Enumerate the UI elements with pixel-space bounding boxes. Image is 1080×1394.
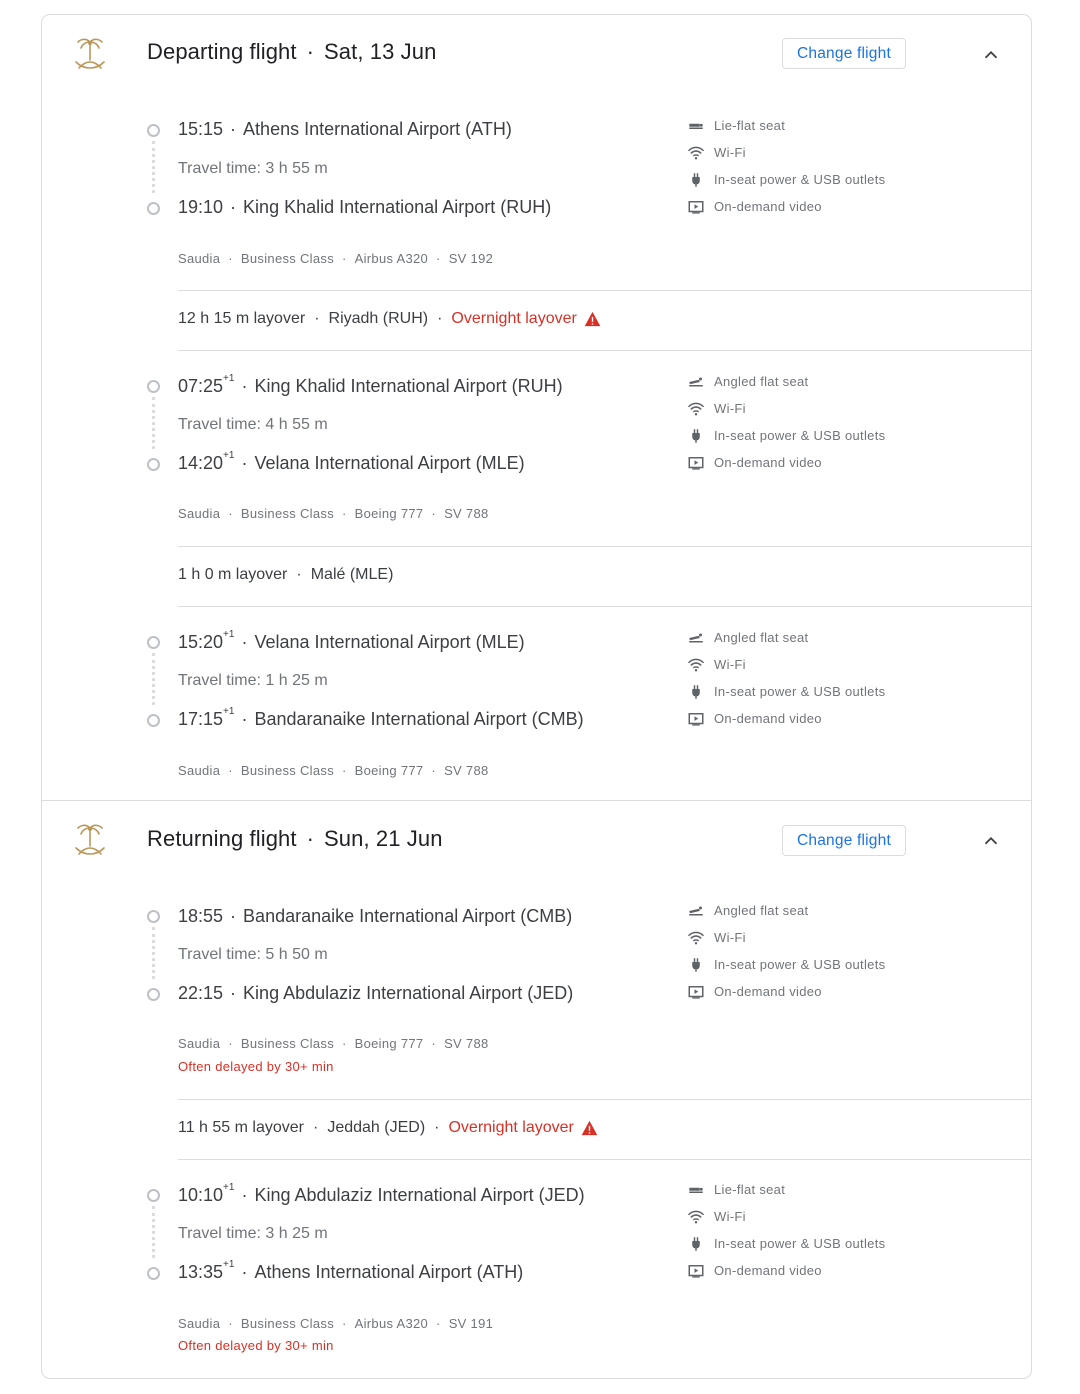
aircraft: Airbus A320: [354, 251, 429, 266]
timeline-dots: [152, 653, 155, 705]
amenity-item: [687, 705, 927, 732]
layover-duration: 12 h 15 m layover: [178, 310, 306, 327]
amenity-label: Lie-flat seat: [714, 1182, 786, 1197]
power-plug-icon: [687, 171, 705, 189]
flight-leg: [42, 622, 1031, 802]
amenity-label: Lie-flat seat: [714, 118, 786, 133]
amenity-item: [687, 678, 927, 705]
delay-warning: Often delayed by 30+ min: [178, 1059, 334, 1074]
delay-warning: Often delayed by 30+ min: [178, 1338, 334, 1353]
arrival-circle-icon: [147, 714, 160, 727]
amenity-label: In-seat power & USB outlets: [714, 684, 886, 699]
power-plug-icon: [687, 427, 705, 445]
arrival-line: 22:15 · King Abdulaziz International Airport (JED): [178, 983, 574, 1003]
lie-flat-seat-icon: [687, 117, 705, 135]
amenities-list: [687, 624, 927, 732]
flight-meta: Saudia · Business Class · Boeing 777 · SV 788: [178, 763, 489, 778]
flight-header-title: Returning flight · Sun, 21 Jun: [147, 826, 443, 851]
power-plug-icon: [687, 1235, 705, 1253]
departure-airport: Bandaranaike International Airport (CMB): [243, 906, 573, 926]
flight-number: SV 192: [448, 251, 494, 266]
lie-flat-seat-icon: [687, 1181, 705, 1199]
amenity-label: In-seat power & USB outlets: [714, 957, 886, 972]
travel-time: Travel time: 1 h 25 m: [178, 672, 328, 689]
departure-circle-icon: [147, 636, 160, 649]
amenities-list: [687, 112, 927, 220]
departure-line: $10:10^{+1}$ · King Abdulaziz International Airport (JED): [178, 1182, 585, 1205]
power-plug-icon: [687, 956, 705, 974]
amenity-item: [687, 1257, 927, 1284]
wifi-icon: [687, 929, 705, 947]
returning-date: Sun, 21 Jun: [324, 826, 443, 851]
departure-time: 18:55: [178, 906, 224, 926]
travel-time: Travel time: 3 h 25 m: [178, 1225, 328, 1242]
layover-city: Malé (MLE): [310, 566, 394, 583]
arrival-time: 17:15: [178, 709, 224, 729]
power-plug-icon: [687, 683, 705, 701]
saudia-logo-icon: [70, 34, 110, 74]
aircraft: Boeing 777: [354, 506, 424, 521]
arrival-circle-icon: [147, 1267, 160, 1280]
amenity-item: [687, 368, 927, 395]
video-icon: [687, 710, 705, 728]
day-offset: +1: [223, 629, 235, 640]
amenity-label: On-demand video: [714, 199, 822, 214]
amenity-label: Wi-Fi: [714, 401, 746, 416]
amenity-item: [687, 951, 927, 978]
cabin-class: Business Class: [240, 506, 334, 521]
departure-airport: King Khalid International Airport (RUH): [254, 376, 563, 396]
travel-time: Travel time: 4 h 55 m: [178, 416, 328, 433]
amenity-item: [687, 139, 927, 166]
airline: Saudia: [178, 1036, 221, 1051]
amenities-list: [687, 368, 927, 476]
departure-circle-icon: [147, 124, 160, 137]
flight-meta: Saudia · Business Class · Boeing 777 · SV 788: [178, 1036, 489, 1051]
day-offset: +1: [223, 450, 235, 461]
change-flight-button[interactable]: Change flight: [782, 825, 906, 856]
departure-circle-icon: [147, 1189, 160, 1202]
amenity-item: [687, 395, 927, 422]
timeline-dots: [152, 1206, 155, 1258]
day-offset: +1: [223, 1259, 235, 1270]
arrival-circle-icon: [147, 988, 160, 1001]
departure-line: $07:25^{+1}$ · King Khalid International Airport (RUH): [178, 373, 563, 396]
flight-number: SV 788: [444, 763, 489, 778]
cabin-class: Business Class: [240, 763, 334, 778]
cabin-class: Business Class: [240, 251, 334, 266]
angled-flat-seat-icon: [687, 902, 705, 920]
amenity-label: On-demand video: [714, 984, 822, 999]
amenity-label: Angled flat seat: [714, 374, 809, 389]
airline: Saudia: [178, 1316, 221, 1331]
departure-circle-icon: [147, 380, 160, 393]
amenity-item: [687, 624, 927, 651]
aircraft: Airbus A320: [354, 1316, 429, 1331]
overnight-layover-warning: Overnight layover: [451, 310, 577, 327]
departure-line: 18:55 · Bandaranaike International Airport (CMB): [178, 906, 573, 926]
departure-time: 15:15: [178, 119, 224, 139]
amenity-item: [687, 193, 927, 220]
wifi-icon: [687, 400, 705, 418]
wifi-icon: [687, 656, 705, 674]
amenity-item: [687, 422, 927, 449]
wifi-icon: [687, 1208, 705, 1226]
amenity-item: [687, 166, 927, 193]
layover-city: Jeddah (JED): [327, 1119, 426, 1136]
flight-meta: Saudia · Business Class · Airbus A320 · SV 191: [178, 1316, 494, 1331]
arrival-line: $14:20^{+1}$ · Velana International Airport (MLE): [178, 450, 525, 473]
flight-leg: [42, 110, 1031, 290]
amenity-item: [687, 978, 927, 1005]
amenities-list: [687, 1176, 927, 1284]
airline: Saudia: [178, 763, 221, 778]
arrival-airport: Velana International Airport (MLE): [254, 453, 525, 473]
angled-flat-seat-icon: [687, 629, 705, 647]
angled-flat-seat-icon: [687, 373, 705, 391]
layover-info: 12 h 15 m layover · Riyadh (RUH) · Overnight layover: [178, 290, 1031, 351]
amenity-label: In-seat power & USB outlets: [714, 1236, 886, 1251]
flight-number: SV 788: [444, 506, 489, 521]
arrival-time: 19:10: [178, 197, 224, 217]
aircraft: Boeing 777: [354, 763, 424, 778]
departing-date: Sat, 13 Jun: [324, 39, 437, 64]
flight-number: SV 788: [444, 1036, 489, 1051]
arrival-line: $17:15^{+1}$ · Bandaranaike International Airport (CMB): [178, 706, 584, 729]
cabin-class: Business Class: [240, 1036, 334, 1051]
video-icon: [687, 454, 705, 472]
overnight-layover-warning: Overnight layover: [448, 1119, 574, 1136]
amenity-item: [687, 112, 927, 139]
departure-line: $15:20^{+1}$ · Velana International Airport (MLE): [178, 629, 525, 652]
amenity-label: On-demand video: [714, 1263, 822, 1278]
amenities-list: [687, 897, 927, 1005]
amenity-item: [687, 1176, 927, 1203]
flight-meta: Saudia · Business Class · Boeing 777 · SV 788: [178, 506, 489, 521]
layover-info: 11 h 55 m layover · Jeddah (JED) · Overnight layover: [178, 1099, 1031, 1160]
arrival-time: 22:15: [178, 983, 224, 1003]
departure-airport: King Abdulaziz International Airport (JED): [254, 1185, 585, 1205]
warning-icon: [584, 311, 601, 327]
video-icon: [687, 983, 705, 1001]
returning-flight-card: [41, 800, 1032, 1379]
departure-time: 07:25: [178, 376, 224, 396]
amenity-label: Angled flat seat: [714, 630, 809, 645]
layover-city: Riyadh (RUH): [328, 310, 429, 327]
departure-airport: Athens International Airport (ATH): [243, 119, 512, 139]
saudia-logo-icon: [70, 820, 110, 860]
arrival-time: 13:35: [178, 1262, 224, 1282]
layover-info: 1 h 0 m layover · Malé (MLE): [178, 546, 1031, 607]
arrival-line: 19:10 · King Khalid International Airport (RUH): [178, 197, 552, 217]
timeline-dots: [152, 927, 155, 979]
departing-flight-card: [41, 14, 1032, 801]
flight-number: SV 191: [448, 1316, 494, 1331]
departure-airport: Velana International Airport (MLE): [254, 632, 525, 652]
flight-leg: [42, 896, 1031, 1100]
arrival-line: $13:35^{+1}$ · Athens International Airport (ATH): [178, 1259, 524, 1282]
timeline-dots: [152, 397, 155, 449]
warning-icon: [581, 1120, 598, 1136]
amenity-label: On-demand video: [714, 455, 822, 470]
amenity-item: [687, 897, 927, 924]
video-icon: [687, 198, 705, 216]
arrival-airport: Athens International Airport (ATH): [254, 1262, 524, 1282]
travel-time: Travel time: 3 h 55 m: [178, 160, 328, 177]
chevron-up-icon[interactable]: [980, 830, 1002, 852]
flight-meta: Saudia · Business Class · Airbus A320 · SV 192: [178, 251, 494, 266]
arrival-circle-icon: [147, 458, 160, 471]
flight-leg: [42, 1175, 1031, 1379]
arrival-time: 14:20: [178, 453, 224, 473]
departure-line: 15:15 · Athens International Airport (ATH): [178, 119, 512, 139]
amenity-label: Wi-Fi: [714, 145, 746, 160]
departing-title: Departing flight: [147, 39, 297, 64]
day-offset: +1: [223, 373, 235, 384]
cabin-class: Business Class: [240, 1316, 334, 1331]
video-icon: [687, 1262, 705, 1280]
timeline-dots: [152, 141, 155, 193]
flight-leg: [42, 366, 1031, 546]
returning-title: Returning flight: [147, 826, 297, 851]
departure-time: 10:10: [178, 1185, 224, 1205]
airline: Saudia: [178, 251, 221, 266]
arrival-circle-icon: [147, 202, 160, 215]
flight-header-title: Departing flight · Sat, 13 Jun: [147, 39, 437, 64]
layover-duration: 11 h 55 m layover: [178, 1119, 304, 1136]
amenity-label: Wi-Fi: [714, 930, 746, 945]
day-offset: +1: [223, 1182, 235, 1193]
amenity-label: In-seat power & USB outlets: [714, 172, 886, 187]
amenity-label: On-demand video: [714, 711, 822, 726]
airline: Saudia: [178, 506, 221, 521]
departure-time: 15:20: [178, 632, 224, 652]
amenity-item: [687, 651, 927, 678]
aircraft: Boeing 777: [354, 1036, 424, 1051]
amenity-item: [687, 1230, 927, 1257]
departure-circle-icon: [147, 910, 160, 923]
amenity-label: In-seat power & USB outlets: [714, 428, 886, 443]
amenity-label: Angled flat seat: [714, 903, 809, 918]
amenity-item: [687, 449, 927, 476]
chevron-up-icon[interactable]: [980, 44, 1002, 66]
travel-time: Travel time: 5 h 50 m: [178, 946, 328, 963]
arrival-airport: Bandaranaike International Airport (CMB): [254, 709, 584, 729]
wifi-icon: [687, 144, 705, 162]
arrival-airport: King Khalid International Airport (RUH): [243, 197, 552, 217]
amenity-label: Wi-Fi: [714, 1209, 746, 1224]
change-flight-button[interactable]: Change flight: [782, 38, 906, 69]
amenity-label: Wi-Fi: [714, 657, 746, 672]
amenity-item: [687, 1203, 927, 1230]
layover-duration: 1 h 0 m layover: [178, 566, 288, 583]
day-offset: +1: [223, 706, 235, 717]
amenity-item: [687, 924, 927, 951]
arrival-airport: King Abdulaziz International Airport (JED): [243, 983, 574, 1003]
